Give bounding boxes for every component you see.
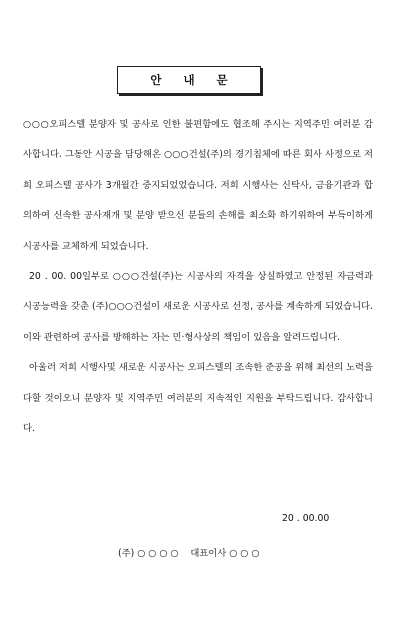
paragraph-contractor-change: 20 . 00. 00일부로 ○○○건설(주)는 시공사의 자격을 상실하였고 안정된 자금력과 시공능력을 갖춘 (주)○○○건설이 새로운 시공사로 선정, 공사를 계속하게 되었습니다. 이와 관련하여 공사를 방해하는 자는 민·형사상의 책임이 있음을 알려드립니다. [23,271,373,343]
notice-body [23,110,373,444]
paragraph-closing: 아울러 저희 시행사및 새로운 시공사는 오피스텔의 조속한 준공을 위해 최선의 노력을 다할 것이오니 분양자 및 지역주민 여러분의 지속적인 지원을 부탁드립니다. 감사합니다. [23,362,373,435]
notice-date: 20 . 00.00 [282,513,330,524]
signature-line: (주) ○ ○ ○ ○ 대표이사 ○ ○ ○ [118,548,260,559]
page-title: 안 내 문 [150,73,237,87]
title-box [117,66,261,94]
paragraph-intro: ○○○오피스텔 분양자 및 공사로 인한 불편함에도 협조해 주시는 지역주민 여러분 감사합니다. 그동안 시공을 담당해온 ○○○건설(주)의 경기침체에 따른 회사 사정으로 저희 오피스텔 공사가 3개월간 중지되었었습니다. 저희 시행사는 신탁사, 금융기관과 합의하여 신속한 공사재개 및 분양 받으신 분들의 손해를 최소화 하기위하여 부득이하게 시공사를 교체하게 되었습니다. [23,119,373,252]
